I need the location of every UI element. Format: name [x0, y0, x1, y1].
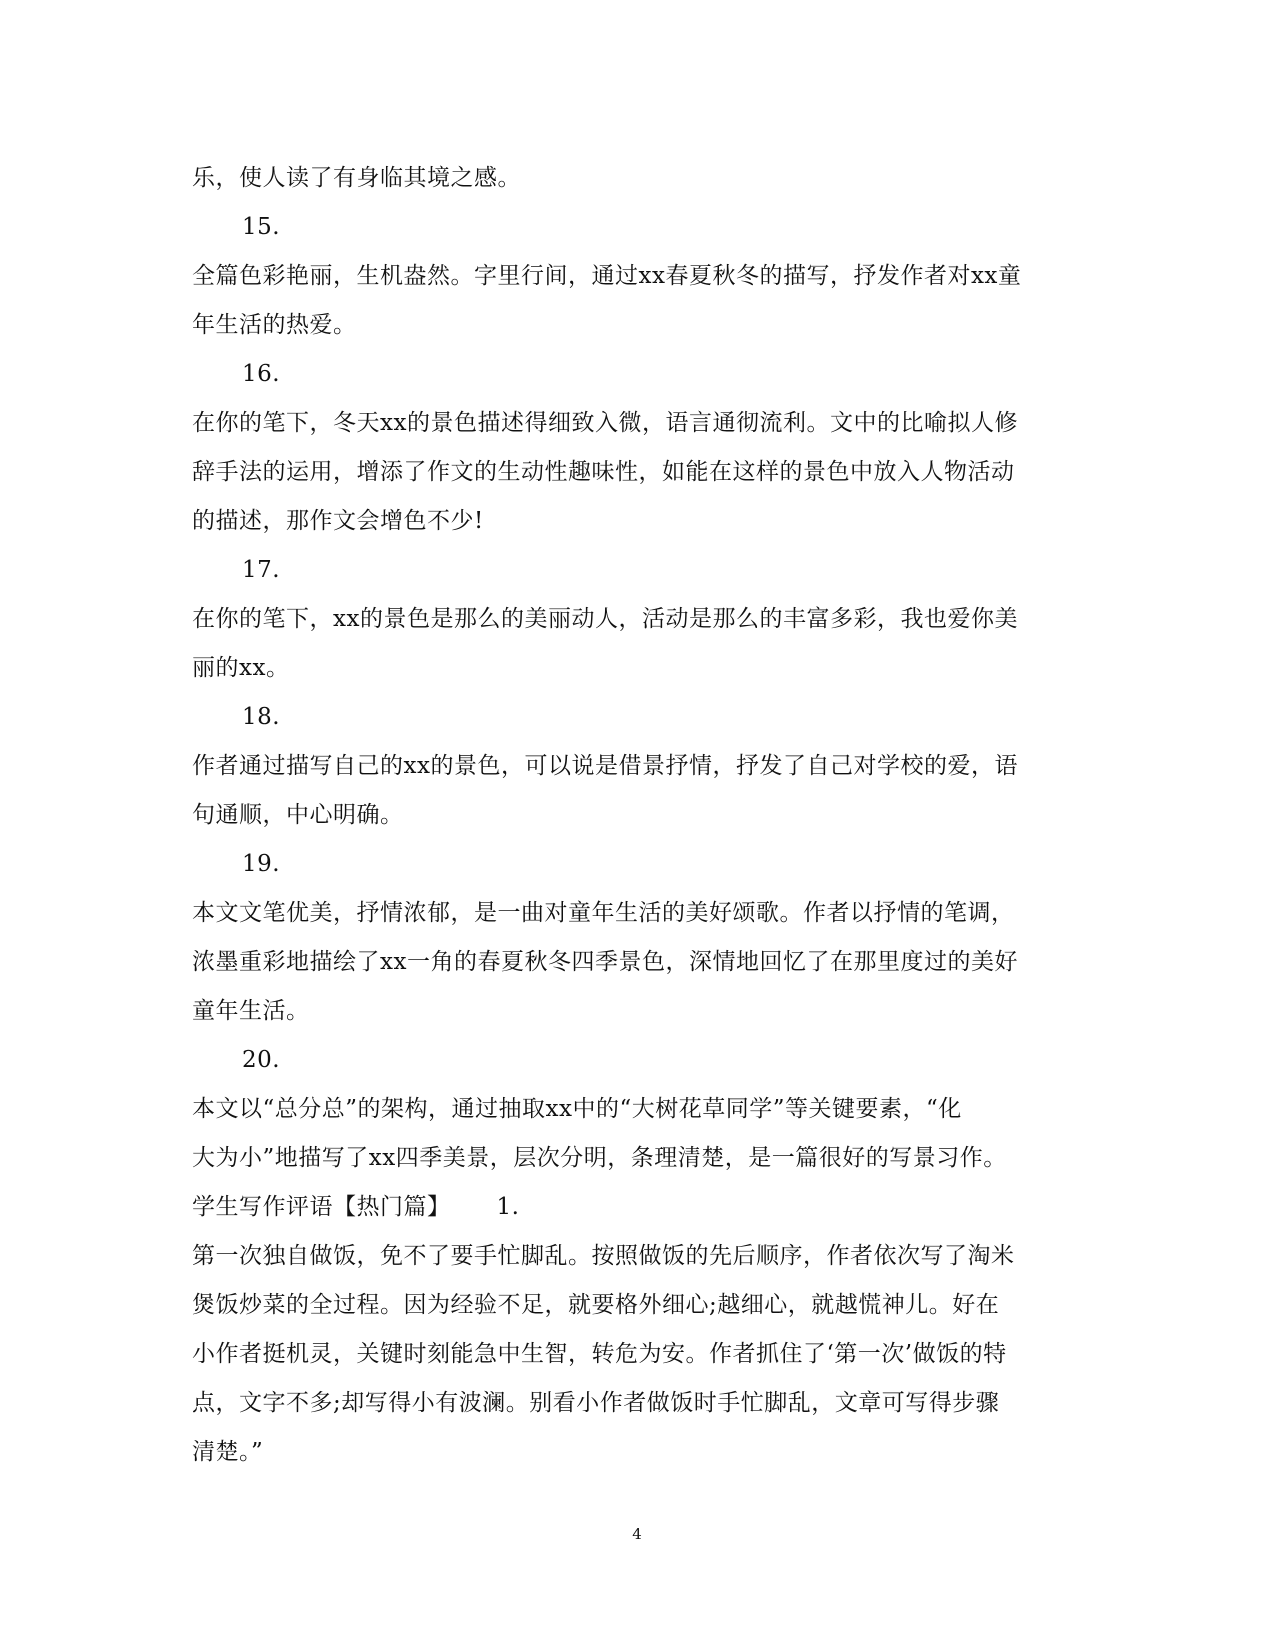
text-line: 第一次独自做饭，免不了要手忙脚乱。按照做饭的先后顺序，作者依次写了淘米: [192, 1243, 1015, 1269]
text-line: 辞手法的运用，增添了作文的生动性趣味性，如能在这样的景色中放入人物活动: [192, 459, 1015, 485]
item-number: 18.: [242, 704, 281, 730]
text-line: 在你的笔下，xx的景色是那么的美丽动人，活动是那么的丰富多彩，我也爱你美: [192, 606, 1018, 632]
text-line: 大为小”地描写了xx四季美景，层次分明，条理清楚，是一篇很好的写景习作。: [192, 1145, 1007, 1171]
text-line: 小作者挺机灵，关键时刻能急中生智，转危为安。作者抓住了‘第一次’做饭的特: [192, 1341, 1007, 1367]
text-line: 本文以“总分总”的架构，通过抽取xx中的“大树花草同学”等关键要素，“化: [192, 1096, 962, 1122]
section-heading-title: 学生写作评语【热门篇】: [192, 1194, 451, 1220]
text-line: 煲饭炒菜的全过程。因为经验不足，就要格外细心;越细心，就越慌神儿。好在: [192, 1292, 1000, 1318]
item-number: 15.: [242, 214, 281, 240]
page-number: 4: [632, 1525, 642, 1543]
page-content: [192, 154, 1072, 1477]
text-line: 浓墨重彩地描绘了xx一角的春夏秋冬四季景色，深情地回忆了在那里度过的美好: [192, 949, 1018, 975]
item-number: 17.: [242, 557, 281, 583]
item-number: 19.: [242, 851, 281, 877]
text-line: 全篇色彩艳丽，生机盎然。字里行间，通过xx春夏秋冬的描写，抒发作者对xx童: [192, 263, 1022, 289]
item-number: 20.: [242, 1047, 281, 1073]
text-line: 作者通过描写自己的xx的景色，可以说是借景抒情，抒发了自己对学校的爱，语: [192, 753, 1018, 779]
text-line: 年生活的热爱。: [192, 312, 357, 338]
item-number: 16.: [242, 361, 281, 387]
text-line: 清楚。”: [192, 1439, 264, 1465]
text-line: 本文文笔优美，抒情浓郁，是一曲对童年生活的美好颂歌。作者以抒情的笔调，: [192, 900, 1015, 926]
text-line: 丽的xx。: [192, 655, 290, 681]
text-line: 句通顺，中心明确。: [192, 802, 404, 828]
text-line: 点，文字不多;却写得小有波澜。别看小作者做饭时手忙脚乱，文章可写得步骤: [192, 1390, 1000, 1416]
text-line: 童年生活。: [192, 998, 310, 1024]
item-number: 1.: [496, 1194, 520, 1220]
text-line: 的描述，那作文会增色不少!: [192, 508, 484, 534]
text-line: 乐，使人读了有身临其境之感。: [192, 165, 521, 191]
section-heading: [192, 1183, 1072, 1232]
text-line: 在你的笔下，冬天xx的景色描述得细致入微，语言通彻流利。文中的比喻拟人修: [192, 410, 1018, 436]
